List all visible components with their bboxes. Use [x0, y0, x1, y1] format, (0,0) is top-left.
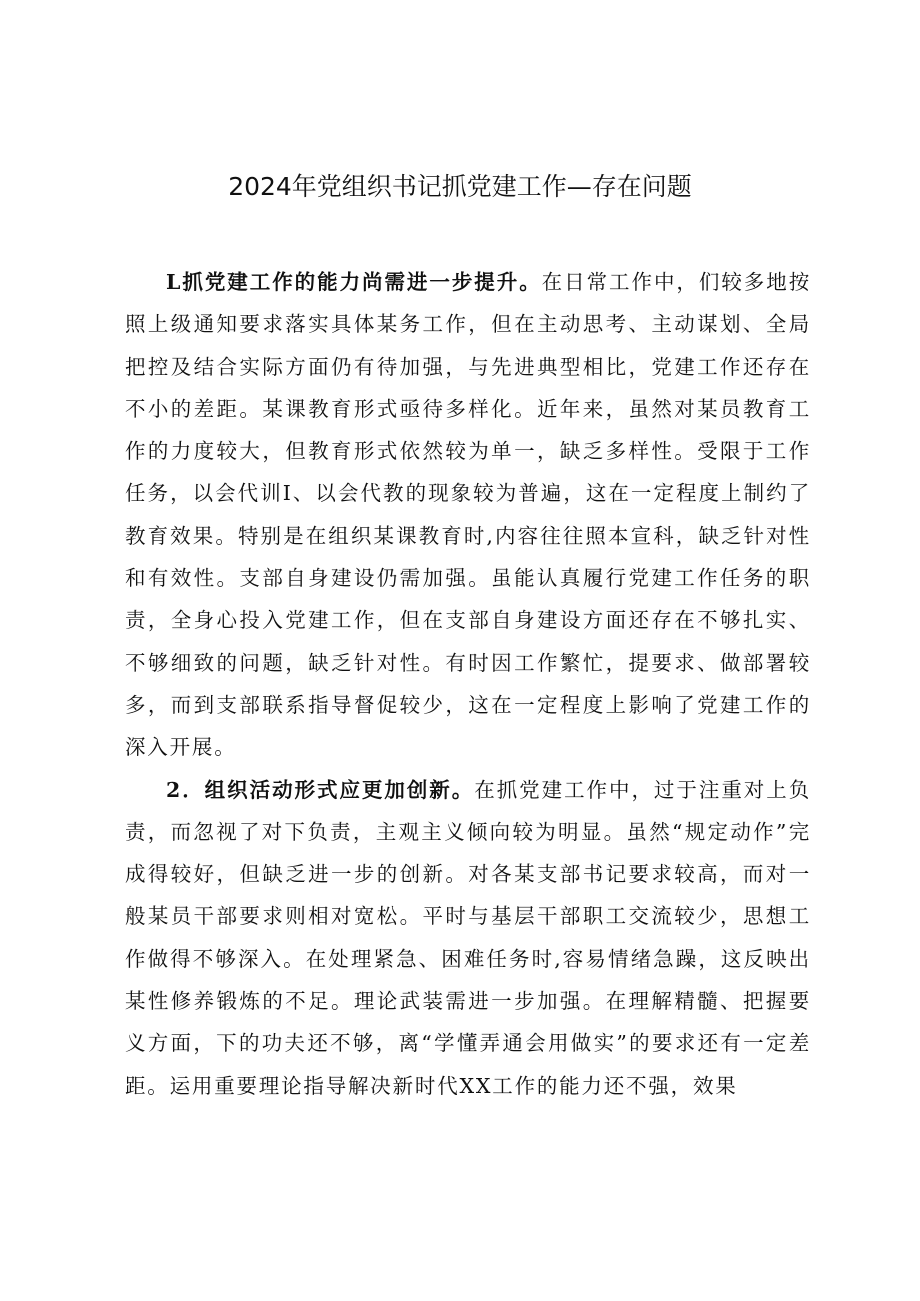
paragraph-2-text: 在抓党建工作中，过于注重对上负责，而忽视了对下负责，主观主义倾向较为明显。虽然“规定动作”完成得较好，但缺乏进一步的创新。对各某支部书记要求较高，而对一般某员干部要求则相对宽松。平时与基层干部职工交流较少，思想工作做得不够深入。在处理紧急、困难任务时,容易情绪急躁，这反映出某性修养锻炼的不足。理论武装需进一步加强。在理解精髓、把握要义方面，下的功夫还不够，离“学懂弄通会用做实”的要求还有一定差距。运用重要理论指导解决新时代XX工作的能力还不强，效果 [125, 777, 811, 1098]
paragraph-2-heading: 2．组织活动形式应更加创新。 [166, 777, 475, 802]
paragraph-1 [125, 261, 811, 769]
document-title: 2024年党组织书记抓党建工作—存在问题 [228, 172, 692, 201]
paragraph-2 [125, 769, 811, 1107]
document-body [125, 261, 811, 1107]
paragraph-1-text: 在日常工作中，们较多地按照上级通知要求落实具体某务工作，但在主动思考、主动谋划、全局把控及结合实际方面仍有待加强，与先进典型相比，党建工作还存在不小的差距。某课教育形式亟待多样化。近年来，虽然对某员教育工作的力度较大，但教育形式依然较为单一，缺乏多样性。受限于工作任务，以会代训I、以会代教的现象较为普遍，这在一定程度上制约了教育效果。特别是在组织某课教育时,内容往往照本宣科，缺乏针对性和有效性。支部自身建设仍需加强。虽能认真履行党建工作任务的职责，全身心投入党建工作，但在支部自身建设方面还存在不够扎实、不够细致的问题，缺乏针对性。有时因工作繁忙，提要求、做部署较多，而到支部联系指导督促较少，这在一定程度上影响了党建工作的深入开展。 [125, 270, 811, 760]
paragraph-1-heading: L抓党建工作的能力尚需进一步提升。 [166, 270, 542, 294]
